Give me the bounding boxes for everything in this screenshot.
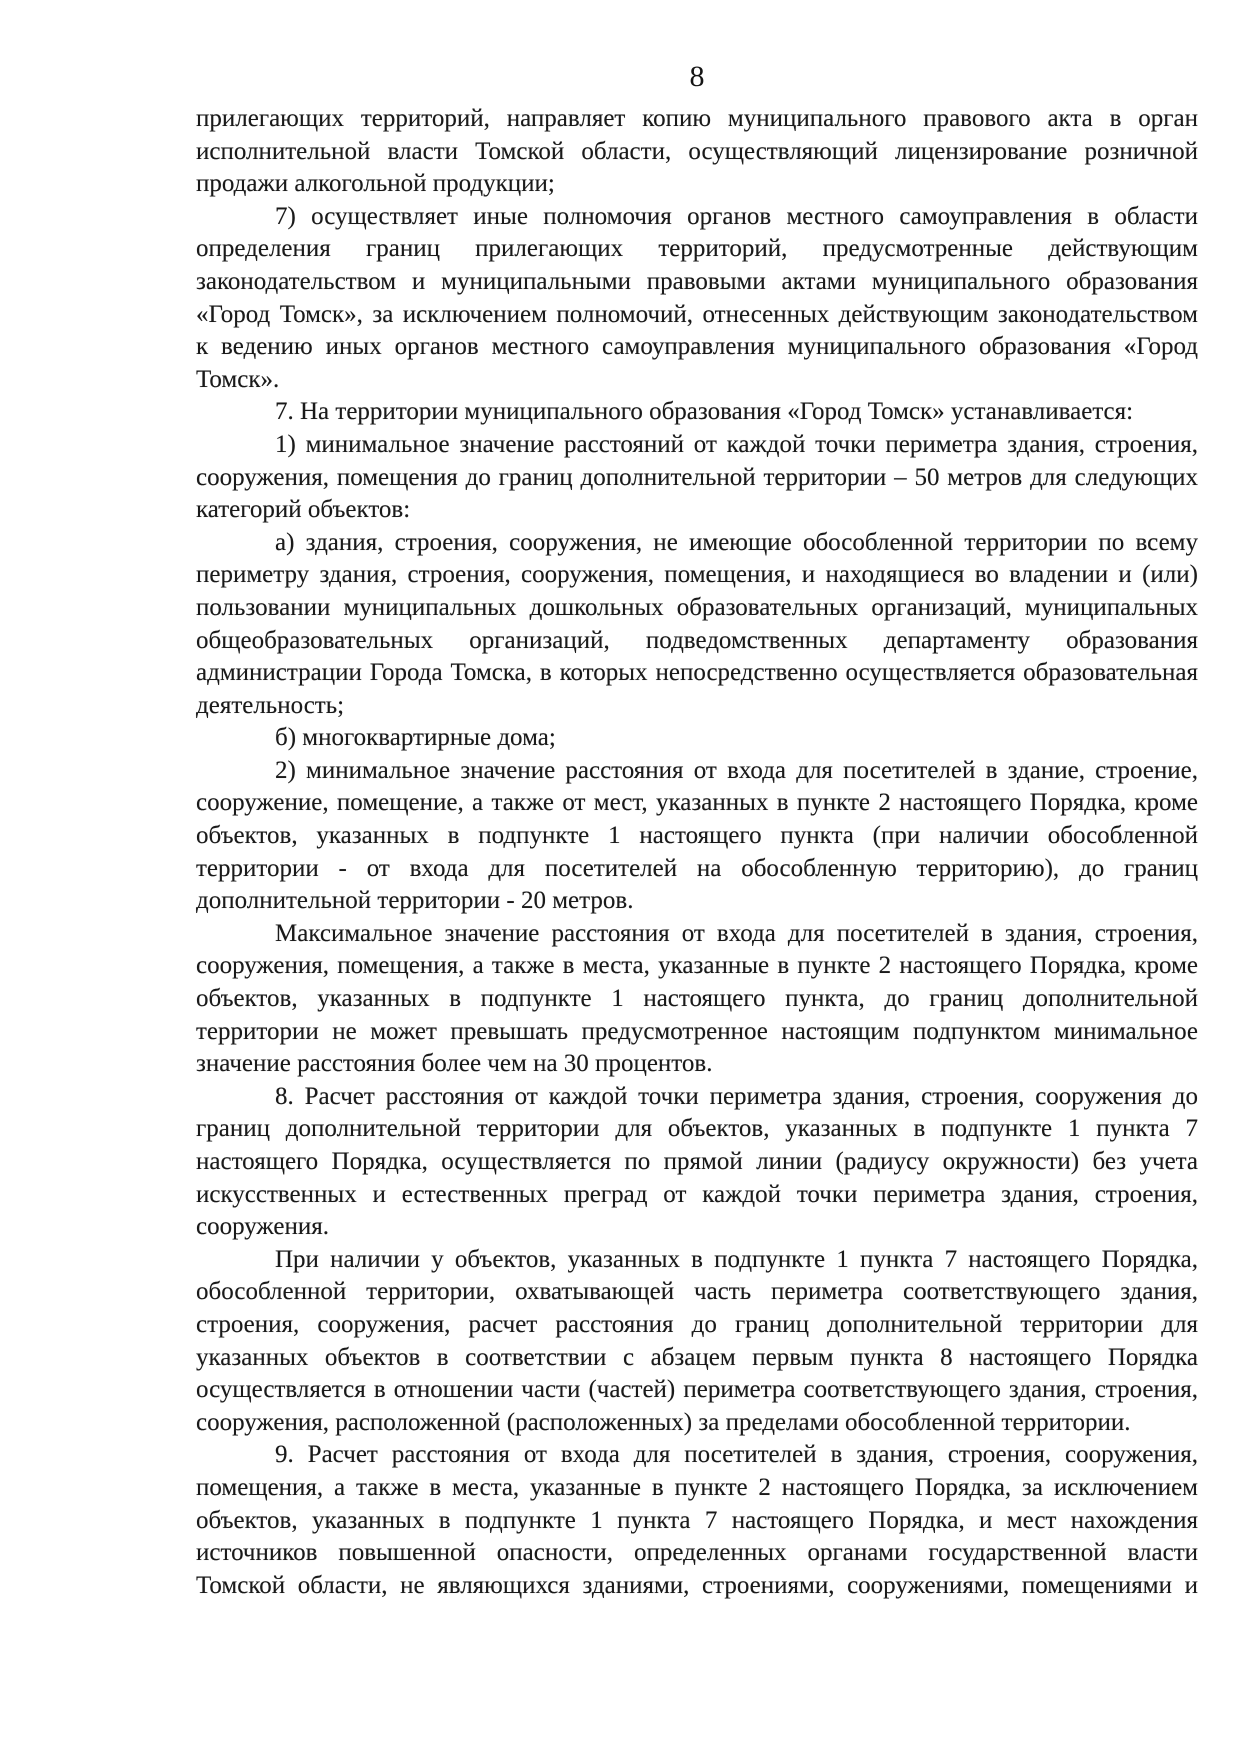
text-line: указанных объектов в соответствии с абзацем первым пункта 8 настоящего Порядка <box>196 1343 1198 1371</box>
paragraph <box>196 396 1198 429</box>
text-line: объектов, указанных в подпункте 1 настоящего пункта (при наличии обособленной <box>196 822 1198 850</box>
text-line: периметру здания, строения, сооружения, помещения, и находящиеся во владении и (или) <box>196 561 1198 589</box>
text-line: дополнительной территории - 20 метров. <box>196 887 634 915</box>
text-line: сооружения, помещения, а также в места, указанные в пункте 2 настоящего Порядка, кроме <box>196 952 1198 980</box>
text-line: обособленной территории, охватывающей часть периметра соответствующего здания, <box>196 1278 1198 1306</box>
text-line: б) многоквартирные дома; <box>275 724 556 752</box>
text-line: Томской области, не являющихся зданиями, строениями, сооружениями, помещениями и <box>196 1571 1198 1599</box>
text-line: источников повышенной опасности, определенных органами государственной власти <box>196 1539 1198 1567</box>
paragraph <box>196 755 1198 918</box>
text-line: строения, сооружения, расчет расстояния до границ дополнительной территории для <box>196 1310 1198 1338</box>
paragraph <box>196 429 1198 527</box>
text-line: настоящего Порядка, осуществляется по прямой линии (радиусу окружности) без учета <box>196 1148 1198 1175</box>
page-number: 8 <box>689 60 705 93</box>
text-line: сооружение, помещение, а также от мест, указанных в пункте 2 настоящего Порядка, кроме <box>196 789 1198 817</box>
text-line: общеобразовательных организаций, подведомственных департаменту образования <box>196 626 1198 654</box>
text-line: 1) минимальное значение расстояний от каждой точки периметра здания, строения, <box>275 430 1198 458</box>
text-line: значение расстояния более чем на 30 процентов. <box>196 1050 713 1078</box>
text-line: территории не может превышать предусмотренное настоящим подпунктом минимальное <box>196 1017 1198 1045</box>
text-line: сооружения, помещения до границ дополнительной территории – 50 метров для следующих <box>196 463 1198 491</box>
paragraph <box>196 1244 1198 1440</box>
text-line: категорий объектов: <box>196 496 411 524</box>
text-line: администрации Города Томска, в которых непосредственно осуществляется образовательная <box>196 659 1198 687</box>
paragraph <box>196 1081 1198 1244</box>
text-line: прилегающих территорий, направляет копию муниципального правового акта в орган <box>196 105 1198 132</box>
paragraph <box>196 918 1198 1081</box>
paragraph <box>196 201 1198 397</box>
text-line: к ведению иных органов местного самоуправления муниципального образования «Город <box>196 333 1198 361</box>
text-line: а) здания, строения, сооружения, не имеющие обособленной территории по всему <box>275 528 1198 556</box>
text-line: границ дополнительной территории для объектов, указанных в подпункте 1 пункта 7 <box>196 1115 1198 1143</box>
document-body <box>196 103 1198 1602</box>
text-line: сооружения, расположенной (расположенных) за пределами обособленной территории. <box>196 1408 1131 1436</box>
text-line: 7. На территории муниципального образования «Город Томск» устанавливается: <box>275 398 1134 426</box>
text-line: 2) минимальное значение расстояния от входа для посетителей в здание, строение, <box>275 756 1198 784</box>
text-line: искусственных и естественных преград от каждой точки периметра здания, строения, <box>196 1180 1198 1208</box>
text-line: Максимальное значение расстояния от входа для посетителей в здания, строения, <box>275 919 1198 947</box>
paragraph <box>196 1439 1198 1602</box>
text-line: пользовании муниципальных дошкольных образовательных организаций, муниципальных <box>196 593 1198 621</box>
text-line: «Город Томск», за исключением полномочий, отнесенных действующим законодательством <box>196 300 1198 328</box>
text-line: сооружения. <box>196 1213 329 1241</box>
text-line: Томск». <box>196 365 280 393</box>
text-line: территории - от входа для посетителей на обособленную территорию), до границ <box>196 854 1198 882</box>
text-line: 8. Расчет расстояния от каждой точки периметра здания, строения, сооружения до <box>275 1082 1198 1110</box>
text-line: исполнительной власти Томской области, осуществляющий лицензирование розничной <box>196 137 1198 165</box>
text-line: помещения, а также в места, указанные в пункте 2 настоящего Порядка, за исключением <box>196 1473 1198 1501</box>
text-line: осуществляется в отношении части (частей) периметра соответствующего здания, строения, <box>196 1376 1198 1404</box>
text-line: продажи алкогольной продукции; <box>196 170 555 198</box>
text-line: При наличии у объектов, указанных в подпункте 1 пункта 7 настоящего Порядка, <box>275 1245 1198 1273</box>
paragraph <box>196 103 1198 201</box>
text-line: 7) осуществляет иные полномочия органов местного самоуправления в области <box>275 202 1198 230</box>
text-line: объектов, указанных в подпункте 1 настоящего пункта, до границ дополнительной <box>196 985 1198 1013</box>
paragraph <box>196 527 1198 723</box>
text-line: законодательством и муниципальными правовыми актами муниципального образования <box>196 267 1198 295</box>
text-line: деятельность; <box>196 691 345 719</box>
paragraph <box>196 722 1198 755</box>
text-line: объектов, указанных в подпункте 1 пункта 7 настоящего Порядка, и мест нахождения <box>196 1506 1198 1534</box>
text-line: 9. Расчет расстояния от входа для посетителей в здания, строения, сооружения, <box>275 1441 1198 1469</box>
text-line: определения границ прилегающих территорий, предусмотренные действующим <box>196 235 1198 263</box>
